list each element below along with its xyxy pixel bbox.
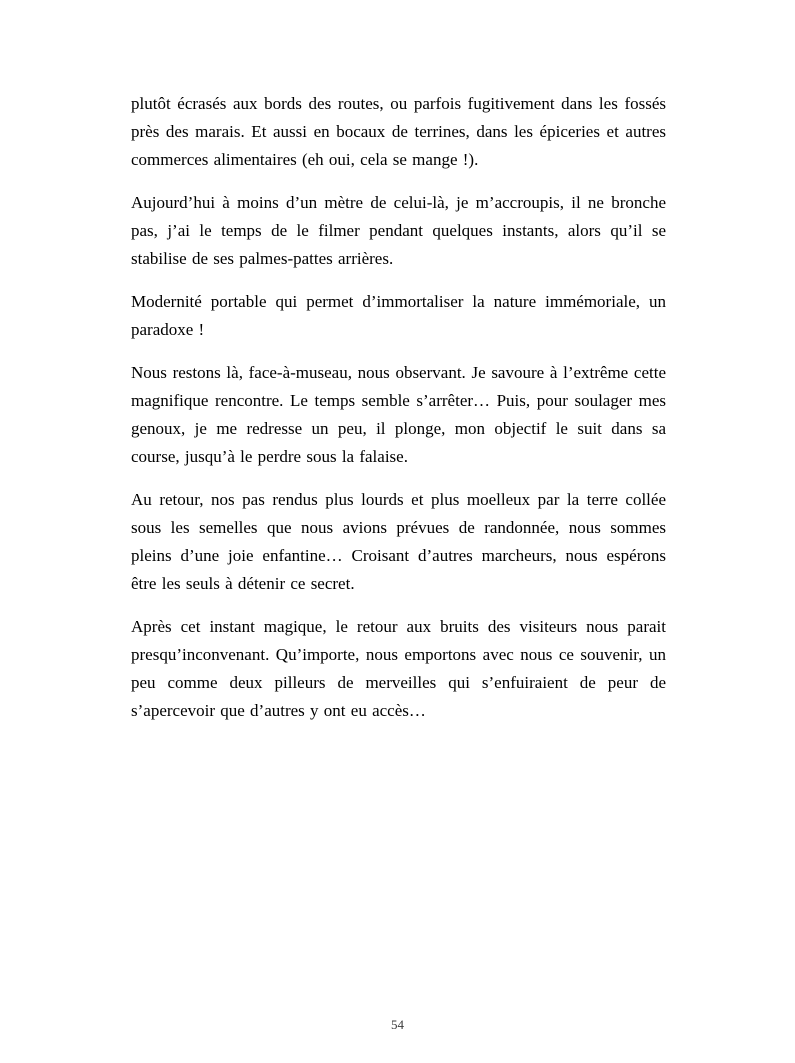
page-number: 54	[391, 1017, 404, 1032]
paragraph-1: plutôt écrasés aux bords des routes, ou parfois fugitivement dans les fossés près des marais. Et aussi en bocaux de terrines, dans les épiceries et autres commerces alimentaires (eh oui, cela se mange !).	[131, 94, 666, 169]
text-content	[131, 90, 666, 740]
paragraph-5: Au retour, nos pas rendus plus lourds et plus moelleux par la terre collée sous les semelles que nous avions prévues de randonnée, nous sommes pleins d’une joie enfantine… Croisant d’autres marcheurs, nous espérons être les seuls à détenir ce secret.	[131, 490, 666, 593]
paragraph-4: Nous restons là, face-à-museau, nous observant. Je savoure à l’extrême cette magnifique rencontre. Le temps semble s’arrêter… Puis, pour soulager mes genoux, je me redresse un peu, il plonge, mon objectif le suit dans sa course, jusqu’à le perdre sous la falaise.	[131, 363, 666, 466]
paragraph-2: Aujourd’hui à moins d’un mètre de celui-là, je m’accroupis, il ne bronche pas, j’ai le temps de le filmer pendant quelques instants, alors qu’il se stabilise de ses palmes-pattes arrières.	[131, 193, 666, 268]
paragraph-6: Après cet instant magique, le retour aux bruits des visiteurs nous parait presqu’inconvenant. Qu’importe, nous emportons avec nous ce souvenir, un peu comme deux pilleurs de merveilles qui s’enfuiraient de peur de s’apercevoir que d’autres y ont eu accès…	[131, 617, 666, 720]
paragraph-3: Modernité portable qui permet d’immortaliser la nature immémoriale, un paradoxe !	[131, 292, 666, 339]
